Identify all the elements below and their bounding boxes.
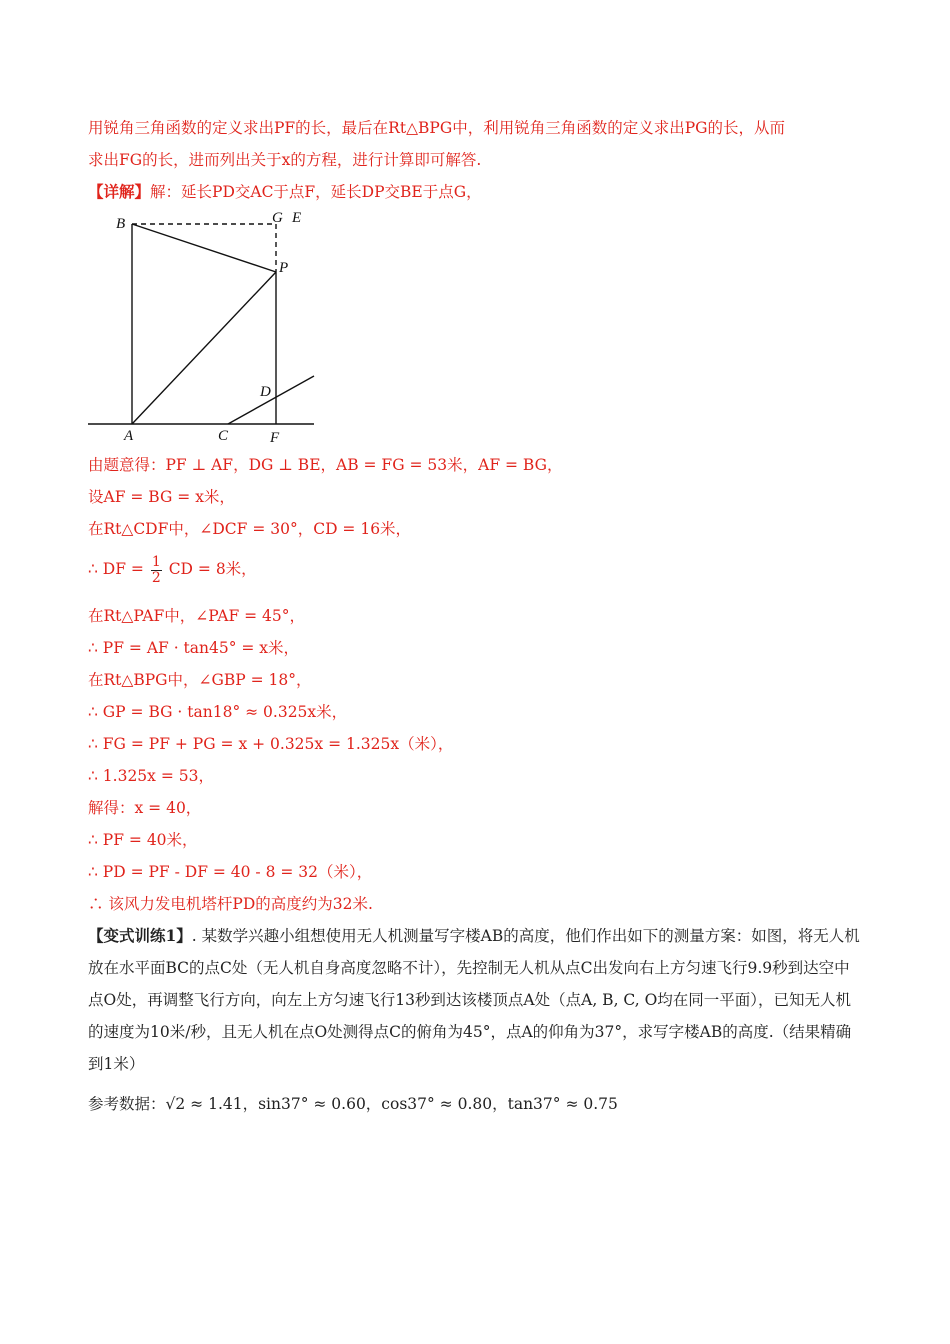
slope-line (228, 376, 314, 424)
exercise-text: . 某数学兴趣小组想使用无人机测量写字楼AB的高度，他们作出如下的测量方案：如图，将无人机放在水平面BC的点C处（无人机自身高度忽略不计），先控制无人机从点C出发向右上方匀速飞行9.9秒到达空中点O处，再调整飞行方向，向左上方匀速飞行13秒到达该楼顶点A处（点A, B, C, O均在同一平面），已知无人机的速度为10米/秒，且无人机在点O处测得点C的俯角为45°，点A的仰角为37°，求写字楼AB的高度.（结果精确到1米） (88, 927, 860, 1073)
step-4-lhs: ∴ DF = (88, 560, 144, 578)
geometry-figure (88, 210, 316, 446)
geometry-diagram (88, 210, 316, 446)
step-11: 解得：x = 40， (88, 799, 202, 817)
label-a: A (124, 428, 134, 444)
step-4 (88, 552, 257, 586)
label-g: G (272, 210, 283, 226)
step-10: ∴ 1.325x = 53， (88, 767, 214, 785)
step-13: ∴ PD = PF - DF = 40 - 8 = 32（米）， (88, 863, 373, 881)
fraction-half (151, 555, 162, 586)
step-4-rhs: CD = 8米， (168, 560, 257, 578)
fraction-denominator: 2 (151, 569, 161, 586)
step-3: 在Rt△CDF中，∠DCF = 30°，CD = 16米， (88, 520, 412, 538)
segment-ap (132, 272, 276, 424)
exercise-tag: 【变式训练1】 (88, 926, 192, 945)
label-e: E (292, 210, 302, 226)
step-7: 在Rt△BPG中，∠GBP = 18°， (88, 671, 312, 689)
label-p: P (279, 260, 289, 276)
analysis-line-2: 求出FG的长，进而列出关于x的方程，进行计算即可解答. (88, 151, 482, 169)
step-2: 设AF = BG = x米， (88, 488, 235, 506)
exercise-paragraph (88, 920, 860, 1080)
step-14: ∴ 该风力发电机塔杆PD的高度约为32米. (88, 895, 373, 913)
step-12: ∴ PF = 40米， (88, 831, 198, 849)
detail-tag: 【详解】 (88, 182, 151, 201)
analysis-line-1: 用锐角三角函数的定义求出PF的长，最后在Rt△BPG中，利用锐角三角函数的定义求出PG的长，从而 (88, 119, 786, 137)
step-5: 在Rt△PAF中，∠PAF = 45°， (88, 607, 306, 625)
step-8: ∴ GP = BG · tan18° ≈ 0.325x米， (88, 703, 348, 721)
label-c: C (218, 428, 229, 444)
label-f: F (270, 430, 280, 446)
step-6: ∴ PF = AF · tan45° = x米， (88, 639, 300, 657)
step-9: ∴ FG = PF + PG = x + 0.325x = 1.325x（米）， (88, 735, 454, 753)
step-1: 由题意得：PF ⊥ AF，DG ⊥ BE，AB = FG = 53米，AF = BG， (88, 456, 563, 474)
detail-line (88, 182, 482, 202)
detail-text: 解：延长PD交AC于点F，延长DP交BE于点G， (150, 183, 482, 201)
segment-bp (132, 224, 276, 272)
fraction-numerator: 1 (151, 553, 161, 570)
label-d: D (260, 384, 271, 400)
label-b: B (116, 216, 126, 232)
reference-data: 参考数据：√2 ≈ 1.41，sin37° ≈ 0.60，cos37° ≈ 0.80，tan37° ≈ 0.75 (88, 1095, 618, 1113)
